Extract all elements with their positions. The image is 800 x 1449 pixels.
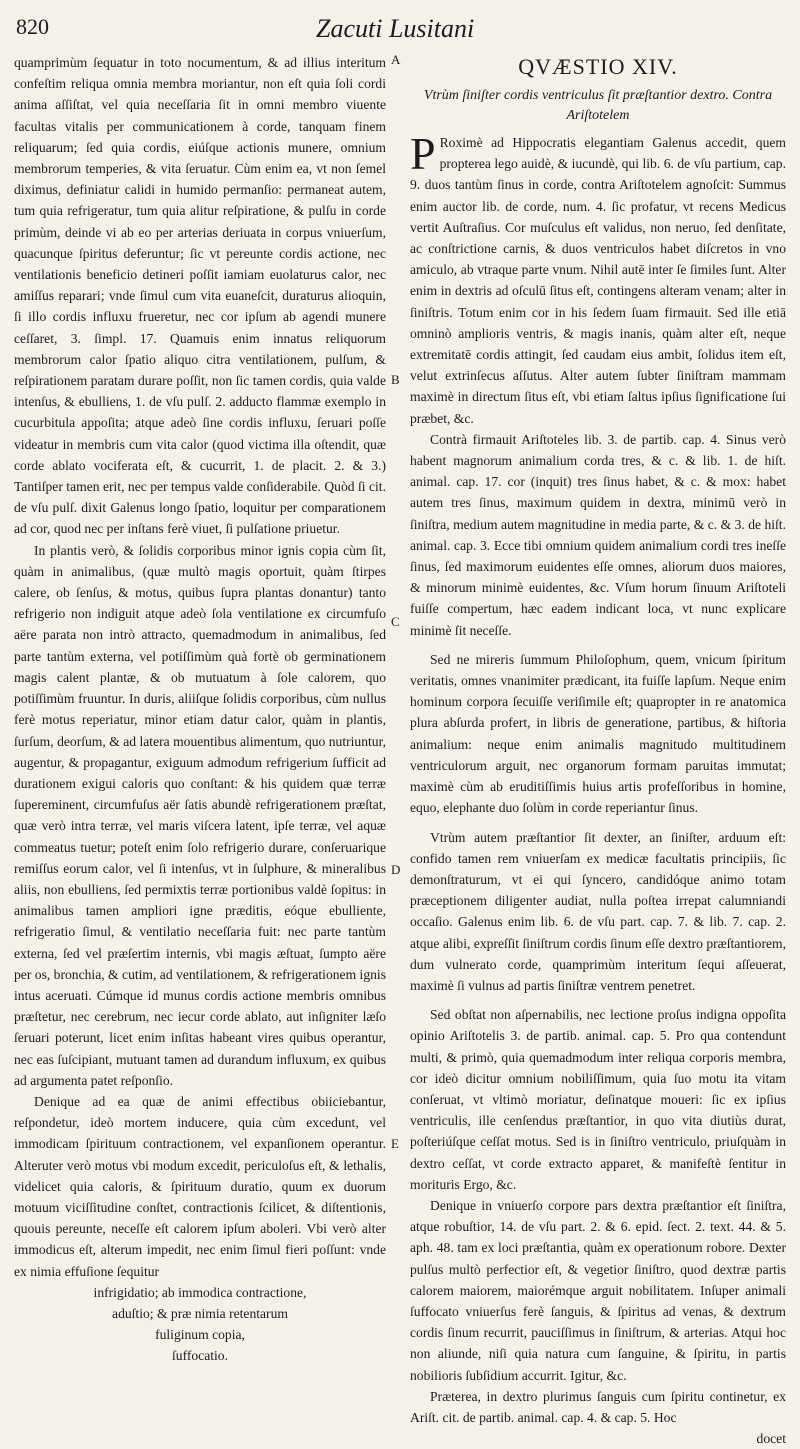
right-paragraph-1-text: Roximè ad Hippocratis elegantiam Galenus accedit, quem propterea lego auidè, & iucundè, qui lib. 6. de vſu partium, cap. 9. duos tantùm ſinus in corde, contra Ariſtotelem agnoſcit: Summus enim auctor lib. de corde, num. 4. ſic profatur, vt recens Medicus vertit Auſtraſius. Cor muſculus eſt validus, non neruo, ſed denſitate, ac conſtrictione carnis, & duos ventriculos habet diſcretos in vno amiculo, ab vtraque parte vnum. Nihil autē inter ſe ſimiles ſunt. Alter enim in dextris ad oſculū ſitus eſt, contingens alteram venam; alter in ſiniſtris. Totum enim cor in his ſedem ſuam firmauit. Sed ille etiā omninò amplioris ventris, & magis inanis, quàm alter eſt, neque extremitatē cordis attingit, ſed caudam eius ambit, ſolidus item eſt, velut extrinſecus aſſutus. Alter autem ſubter ſiniſtram mammam maximè in directum ſitus eſt, vbi etiam ſaltus ipſius ſignificatione ſui præbet, &c.: [410, 135, 786, 426]
left-paragraph-1: quamprimùm ſequatur in toto nocumentum, & ad illius interitum confeſtim reliqua omnia membra moriantur, non eſt quia ſoli cordi anima aſſiſtat, vel quia neceſſaria ſit in omni membro viuente facultas vitalis per communicationem à corde, tanquam finem reliquarum; ſed quia cordis, eiúſque actionis munere, omnium membrorum temperies, & vita ſeruatur. Cùm enim ea, vt non ſemel diximus, definiatur calidi in humido permanſio: permaneat autem, tum quia refrigeratur, tum quia alitur reſpiratione, & pulſu in corde primùm, deinde vi ab eo per arterias deriuata in corpus vniuerſum, quacunque ſpiritus deferuntur; ſic vt pereunte cordis actione, nec ventilationis beneficio detineri poſſit iamiam euolaturus calor, nec amiſſus reparari; vnde ſimul cum vita euaneſcit, duraturus alioquin, ſi illo cordis influxu frueretur, nec cor ipſum ab agendi munere ceſſaret, 3. ſimpl. 17. Quamuis enim innatus reliquorum membrorum calor ſpatio aliquo citra ventilationem, pulſum, & reſpirationem paratam durare poſſit, non ſic tamen cordis, quia valde intenſus, & ebulliens, 1. de vſu pulſ. 2. adducto flammæ exemplo in cucurbitula appoſita; atque adeò ſine cordis influxu, ſeruari poſſe videatur in membris cum vita calor (quod victima illa oſtendit, quæ corde ablato vociferata eſt, & cucurrit, 1. de placit. 2. & 3.) Tantiſper tamen erit, nec per tempus valde conſiderabile. Quòd ſi cit. de vſu pulſ. dixit Galenus longo ſpatio, loquitur per comparationem ad cor, quod nec per inſtans ferè viuet, ſi pulſatione priuetur.: [14, 55, 386, 537]
running-head: Zacuti Lusitani: [316, 14, 475, 43]
left-paragraph-2: In plantis verò, & ſolidis corporibus minor ignis copia cùm ſit, quàm in animalibus, (quæ multò magis oportuit, quàm ſtirpes calere, ob ſenſus, & motus, quibus ſupra plantas donantur) tanto refrigerio non indiguit atque adeò ſola ventilatione ex circumfuſo aëre parata non intrò attracto, quemadmodum in animalibus, ſed parte tantùm externa, vel potiſſimùm quà fortè ob germinationem magis calent plantæ, & ob mutuatum à ſole calorem, quo potiſſimùm fruuntur. In duris, aliiſque ſolidis corporibus, cùm nullus ferè motus reperiatur, minor etiam datur calor, quàm in plantis, ſurſum, deorſum, & ad latera mouentibus alimentum, quo nutriuntur, augentur, & propagantur, exiguum admodum refrigerium ſufficit ad durationem exigui caloris quo conſtant: & his quidem quæ terræ ſupereminent, circumfuſus aër ſatis abundè refrigerationem præſtat, quæ verò intra terræ, vel maris viſcera latent, ipſe terræ, vel aquæ commeatus tuetur; poteſt enim ſolo refrigerio durare, conſeruarique remiſſus eorum calor, vel ſi intenſus, vt in ſulphure, & mineralibus aliis, non ebulliens, ſed permixtis terræ portionibus valdè ſopitus: in animalibus tamen ampliori igne præditis, eóque ebulliente, refrigeratio ſimul, & ventilatio neceſſaria fuit: nec parte tantùm externa, ſed vel præſertim internis, vbi magis æſtuat, ſumpto aëre per os, bronchia, & cutim, ad ventilationem, & refrigerationem ignis intus aceruati. Cúmque id munus cordis actione membris omnibus præſtetur, nec cerebrum, nec iecur corde ablato, aut inſigniter læſo ſeruari poterunt, licet enim inſitas habeant vires quibus operantur, nec eas ſuſcipiant, mutuant tamen ad durandum influxum, ex quibus ad argumenta patet reſponſio.: [14, 542, 386, 1088]
closing-line-1: infrigidatio; ab immodica contractione,: [93, 1284, 307, 1300]
left-paragraph-3: Denique ad ea quæ de animi effectibus obiiciebantur, reſpondetur, ideò mortem inducere, quia cùm excedunt, vel immodicam ſpirituum contractionem, vel expanſionem operantur. Alteruter verò motus vbi modum excedit, periculoſus eſt, & lethalis, videlicet quia caloris, & ſpirituum duratio, quum ex duorum motuum viciſſitudine conſtet, contractionis ſcilicet, & diſtentionis, quouis pereunte, neceſſe eſt calorem ipſum aboleri. Vbi verò alter immodicus eſt, alterum impedit, nec enim ſimul fieri poſſunt: vnde ex nimia effuſione ſequitur: [14, 1093, 386, 1279]
margin-letter-c: C: [391, 614, 400, 629]
right-paragraph-3: Sed ne mireris ſummum Philoſophum, quem, vnicum ſpiritum veritatis, omnes vnanimiter prædicant, ita fuiſſe lapſum. Neque enim hominum corpora ſecuiſſe veriſimile eſt; quapropter in re anatomica plura abſurda profert, in libris de generatione, partibus, & hiſtoria animalium: neque enim animalis magnitudo multitudinem ventriculorum arguit, nec organorum formam paruitas immutat; maximè cùm ab eruditiſſimis huius artis profeſſoribus in homine, equo, elephante duo ſolùm in corde reperiantur ſinus.: [410, 651, 786, 816]
right-paragraph-7: Præterea, in dextro plurimus ſanguis cum ſpiritu continetur, ex Ariſt. cit. de partib. animal. cap. 4. & cap. 5. Hoc: [410, 1388, 786, 1425]
right-paragraph-5: Sed obſtat non aſpernabilis, nec lectione proſus indigna oppoſita opinio Ariſtotelis 3. de partib. animal. cap. 5. Pro qua contendunt multi, & primò, quia quemadmodum inter reliqua corporis membra, cor ideò dicitur omnium nobiliſſimum, quia ſuo motu ita vitam conſeruat, vt vltimò moriatur, deſinatque moueri: ſic ex ipſius ventriculis, ille cenſendus præſtantior, in quo vita diutiùs durat, poſteriúſque ceſſat motus. Sed is in ſiniſtro ventriculo, priuſquàm in dextro ceſſat, vt corde extracto apparet, & manifeſtè ſentitur in morituris Ergo, &c.: [410, 1007, 786, 1192]
catchword: docet: [756, 1431, 786, 1447]
right-column: [410, 52, 787, 1447]
page-number: 820: [16, 14, 49, 39]
margin-letter-e: E: [391, 1136, 399, 1151]
question-title: QVÆSTIO XIV.: [518, 54, 678, 79]
closing-line-2: aduſtio; & præ nimia retentarum: [112, 1305, 288, 1321]
margin-letter-d: D: [391, 862, 401, 877]
right-paragraph-2: Contrà firmauit Ariſtoteles lib. 3. de partib. cap. 4. Sinus verò habent magnorum animalium corda tres, & c. & lib. 1. de hiſt. animal. cap. 17. cor (inquit) tres ſinus habet, & c. & mox: habet autem tres ſinus, maximum quidem in dextra, minimū verò in ſiniſtra, medium autem magnitudine in media parte, & c. & 3. de hiſt. animal. cap. 3. Ecce tibi omnium quidem animalium cordi tres ineſſe ſinus, ſed maximorum euidentes eſſe omnes, aliorum duos maiores, & minorum minimè euidentes, &c. Vſum horum ſinuum Ariſtoteli fuiſſe compertum, hæc eadem indicant loca, vt nunc explicare minimè ſit neceſſe.: [410, 431, 786, 638]
closing-line-4: ſuffocatio.: [172, 1348, 228, 1364]
right-paragraph-1: [410, 128, 786, 429]
question-subtitle: Vtrùm ſiniſter cordis ventriculus ſit præſtantior dextro. Contra Ariſtotelem: [423, 88, 773, 123]
margin-letter-b: B: [391, 372, 400, 387]
closing-line-3: fuliginum copia,: [155, 1327, 245, 1343]
left-column: [14, 52, 386, 1432]
right-paragraph-4: Vtrùm autem præſtantior ſit dexter, an ſiniſter, arduum eſt: confido tamen rem vniuerſam ex medicæ facultatis principiis, ſic demonſtraturum, vt ei qui ſyncero, candidóque animo totam præceptionem diligenter audiat, nulla poſtea irrepat calumniandi occaſio. Galenus enim lib. 6. de vſu part. cap. 7. & lib. 7. cap. 2. atque alibi, expreſſit ſiniſtrum cordis ſinum eſſe dextro præſtantiorem, dum vulnerato corde, quamprimùm interitum ſequi aſſeuerat, maximè ſi vulnus ad partis ſiniſtræ ventrem penetret.: [410, 829, 787, 993]
drop-cap: P: [410, 128, 436, 179]
margin-letters: [391, 0, 407, 1442]
margin-letter-a: A: [391, 52, 401, 67]
right-paragraph-6: Denique in vniuerſo corpore pars dextra præſtantior eſt ſiniſtra, atque robuſtior, 14. de vſu part. 2. & 6. epid. ſect. 2. text. 44. & 5. aph. 48. tam ex loci præſtantia, quàm ex operationum robore. Dexter pulſus multò perfectior eſt, & vegetior ſiniſtro, quod dextræ partis calorem maiorem, maiorémque arguit nobilitatem. Inſuper animali ſuffocato vniuerſus ferè ſanguis, & ſpiritus ad venas, & dextrum cordis ſinum recurrit, pauciſſimus in ſiniſtrum, & arterias. Atqui hoc non aliunde, niſi quia natura cum ſanguine, & ſpiritu, in partis nobilioris ſubſidium accurrit. Igitur, &c.: [410, 1197, 786, 1383]
